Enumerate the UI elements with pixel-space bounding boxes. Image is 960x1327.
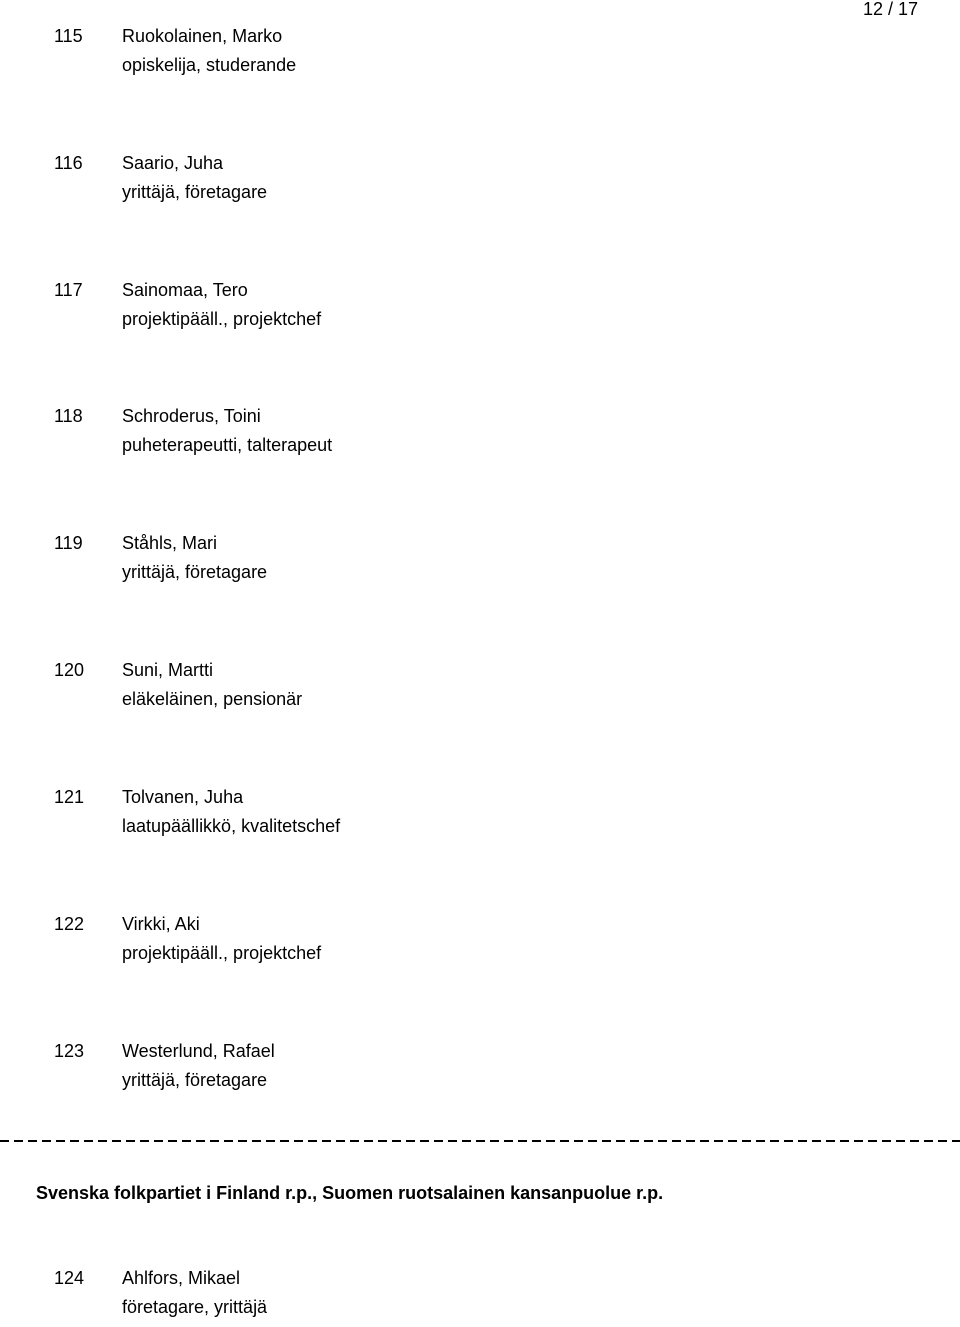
- candidate-entry: [0, 532, 960, 592]
- candidate-number: 123: [54, 1041, 85, 1061]
- candidate-occupation: eläkeläinen, pensionär: [122, 689, 303, 709]
- candidate-occupation: projektipääll., projektchef: [122, 943, 322, 963]
- candidate-number: 124: [54, 1268, 85, 1288]
- party-heading: Svenska folkpartiet i Finland r.p., Suomen ruotsalainen kansanpuolue r.p.: [36, 1183, 664, 1203]
- dashed-divider: [0, 1140, 960, 1142]
- candidate-entry: [0, 786, 960, 846]
- candidate-occupation: opiskelija, studerande: [122, 55, 297, 75]
- candidate-number: 120: [54, 660, 85, 680]
- candidate-occupation: yrittäjä, företagare: [122, 562, 268, 582]
- candidate-name: Ståhls, Mari: [122, 533, 218, 553]
- candidate-entry: [0, 659, 960, 719]
- candidate-entry: [0, 25, 960, 85]
- candidate-entry: [0, 1040, 960, 1100]
- candidate-entry: [0, 405, 960, 465]
- candidate-entry: [0, 913, 960, 973]
- candidate-name: Sainomaa, Tero: [122, 280, 248, 300]
- candidate-name: Schroderus, Toini: [122, 406, 261, 426]
- candidate-number: 121: [54, 787, 85, 807]
- candidate-name: Ahlfors, Mikael: [122, 1268, 241, 1288]
- candidate-number: 119: [54, 533, 83, 553]
- page-number: 12 / 17: [862, 0, 918, 19]
- candidate-name: Suni, Martti: [122, 660, 214, 680]
- candidate-number: 122: [54, 914, 85, 934]
- candidate-number: 118: [54, 406, 83, 426]
- candidate-name: Westerlund, Rafael: [122, 1041, 275, 1061]
- candidate-occupation: yrittäjä, företagare: [122, 182, 268, 202]
- candidate-occupation: puheterapeutti, talterapeut: [122, 435, 333, 455]
- candidate-entry: [0, 152, 960, 212]
- candidate-entry: [0, 1267, 960, 1327]
- candidate-name: Tolvanen, Juha: [122, 787, 244, 807]
- candidate-occupation: yrittäjä, företagare: [122, 1070, 268, 1090]
- candidate-occupation: projektipääll., projektchef: [122, 309, 322, 329]
- candidate-name: Ruokolainen, Marko: [122, 26, 283, 46]
- candidate-number: 116: [54, 153, 83, 173]
- candidate-entry: [0, 279, 960, 339]
- candidate-occupation: laatupäällikkö, kvalitetschef: [122, 816, 341, 836]
- candidate-name: Virkki, Aki: [122, 914, 200, 934]
- candidate-occupation: företagare, yrittäjä: [122, 1297, 268, 1317]
- candidate-number: 117: [54, 280, 83, 300]
- candidate-name: Saario, Juha: [122, 153, 224, 173]
- candidate-number: 115: [54, 26, 83, 46]
